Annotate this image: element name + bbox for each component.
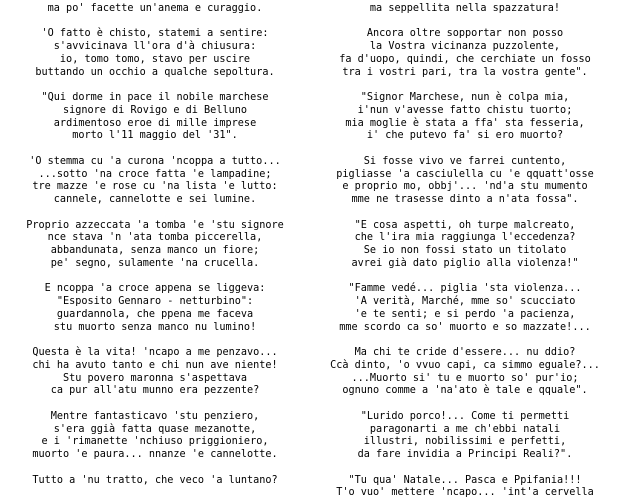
stanza-gap [0,79,310,92]
verse-line: morto l'11 maggio del '31". [0,130,310,143]
stanza [0,475,310,488]
verse-line: pigliasse 'a casciulella cu 'e qquatt'osse [310,169,620,182]
verse-line: E ncoppa 'a croce appena se liggeva: [0,283,310,296]
stanza [310,411,620,462]
verse-line: cannele, cannelotte e sei lumine. [0,194,310,207]
stanza-gap [0,334,310,347]
verse-line: io, tomo tomo, stavo per uscire [0,54,310,67]
verse-line: pe' segno, sulamente 'na crucella. [0,258,310,271]
verse-line: ca pur all'atu munno era pezzente? [0,385,310,398]
stanza-gap [0,143,310,156]
stanza-gap [0,398,310,411]
right-column [310,0,620,500]
stanza-gap [0,16,310,29]
stanza-gap [310,462,620,475]
verse-line: s'avvicinava ll'ora d'à chiusura: [0,41,310,54]
verse-line: che l'ira mia raggiunga l'eccedenza? [310,232,620,245]
stanza [0,156,310,207]
stanza [0,92,310,143]
verse-line: 'e te senti; e si perdo 'a pacienza, [310,309,620,322]
stanza [310,475,620,500]
verse-line: fa d'uopo, quindi, che cerchiate un fosso [310,54,620,67]
verse-line: abbandunata, senza manco un fiore; [0,245,310,258]
verse-line: ma po' facette un'anema e curaggio. [0,3,310,16]
stanza-gap [0,207,310,220]
verse-line: ardimentoso eroe di mille imprese [0,118,310,131]
verse-line: Stu povero maronna s'aspettava [0,373,310,386]
stanza [310,0,620,16]
verse-line: e i 'rimanette 'nchiuso priggioniero, [0,436,310,449]
verse-line: Proprio azzeccata 'a tomba 'e 'stu signore [0,220,310,233]
verse-line: Se io non fossi stato un titolato [310,245,620,258]
verse-line: ma seppellita nella spazzatura! [310,3,620,16]
verse-line: tre mazze 'e rose cu 'na lista 'e lutto: [0,181,310,194]
verse-line: 'O stemma cu 'a curona 'ncoppa a tutto... [0,156,310,169]
verse-line: da fare invidia a Principi Reali?". [310,449,620,462]
verse-line: signore di Rovigo e di Belluno [0,105,310,118]
stanza [0,347,310,398]
stanza [310,156,620,207]
verse-line: "Signor Marchese, nun è colpa mia, [310,92,620,105]
verse-line: mia moglie è stata a ffa' sta fesseria, [310,118,620,131]
verse-line: stu muorto senza manco nu lumino! [0,322,310,335]
stanza-gap [310,207,620,220]
stanza [310,347,620,398]
verse-line: Tutto a 'nu tratto, che veco 'a luntano? [0,475,310,488]
verse-line: "Lurido porco!... Come ti permetti [310,411,620,424]
left-column [0,0,310,487]
verse-line: i' che putevo fa' si ero muorto? [310,130,620,143]
verse-line: s'era ggià fatta quase mezanotte, [0,424,310,437]
stanza [0,283,310,334]
verse-line: "Tu qua' Natale... Pasca e Ppifania!!! [310,475,620,488]
verse-line: ognuno comme a 'na'ato è tale e qquale". [310,385,620,398]
verse-line: guardannola, che ppena me faceva [0,309,310,322]
verse-line: tra i vostri pari, tra la vostra gente". [310,67,620,80]
stanza-gap [310,271,620,284]
verse-line: Questa è la vita! 'ncapo a me penzavo... [0,347,310,360]
stanza [310,220,620,271]
verse-line: "E cosa aspetti, oh turpe malcreato, [310,220,620,233]
stanza-gap [310,334,620,347]
verse-line: paragonarti a me ch'ebbi natali [310,424,620,437]
verse-line: Ma chi te cride d'essere... nu ddio? [310,347,620,360]
verse-line: "Famme vedé... piglia 'sta violenza... [310,283,620,296]
verse-line: Ancora oltre sopportar non posso [310,28,620,41]
stanza [0,411,310,462]
stanza-gap [310,79,620,92]
stanza-gap [310,143,620,156]
verse-line: Mentre fantasticavo 'stu penziero, [0,411,310,424]
stanza-gap [310,16,620,29]
verse-line: e proprio mo, obbj'... 'nd'a stu mumento [310,181,620,194]
verse-line: illustri, nobilissimi e perfetti, [310,436,620,449]
verse-line: la Vostra vicinanza puzzolente, [310,41,620,54]
stanza-gap [310,398,620,411]
stanza-gap [0,462,310,475]
verse-line: nce stava 'n 'ata tomba piccerella, [0,232,310,245]
stanza [0,28,310,79]
verse-line: mme scordo ca so' muorto e so mazzate!... [310,322,620,335]
verse-line: mme ne trasesse dinto a n'ata fossa". [310,194,620,207]
stanza [310,283,620,334]
stanza [310,28,620,79]
verse-line: 'A verità, Marché, mme so' scucciato [310,296,620,309]
verse-line: T'o vuo' mettere 'ncapo... 'int'a cervella [310,487,620,500]
verse-line: "Esposito Gennaro - netturbino": [0,296,310,309]
verse-line: 'O fatto è chisto, statemi a sentire: [0,28,310,41]
verse-line: i'nun v'avesse fatto chistu tuorto; [310,105,620,118]
stanza-gap [0,271,310,284]
verse-line: chi ha avuto tanto e chi nun ave niente! [0,360,310,373]
stanza [310,92,620,143]
verse-line: ...sotto 'na croce fatta 'e lampadine; [0,169,310,182]
verse-line: ...Muorto si' tu e muorto so' pur'io; [310,373,620,386]
stanza [0,220,310,271]
verse-line: Si fosse vivo ve farrei cuntento, [310,156,620,169]
verse-line: "Qui dorme in pace il nobile marchese [0,92,310,105]
verse-line: muorto 'e paura... nnanze 'e cannelotte. [0,449,310,462]
stanza [0,0,310,16]
verse-line: buttando un occhio a qualche sepoltura. [0,67,310,80]
verse-line: avrei già dato piglio alla violenza!" [310,258,620,271]
verse-line: Ccà dinto, 'o vvuo capi, ca simmo eguale?... [310,360,620,373]
